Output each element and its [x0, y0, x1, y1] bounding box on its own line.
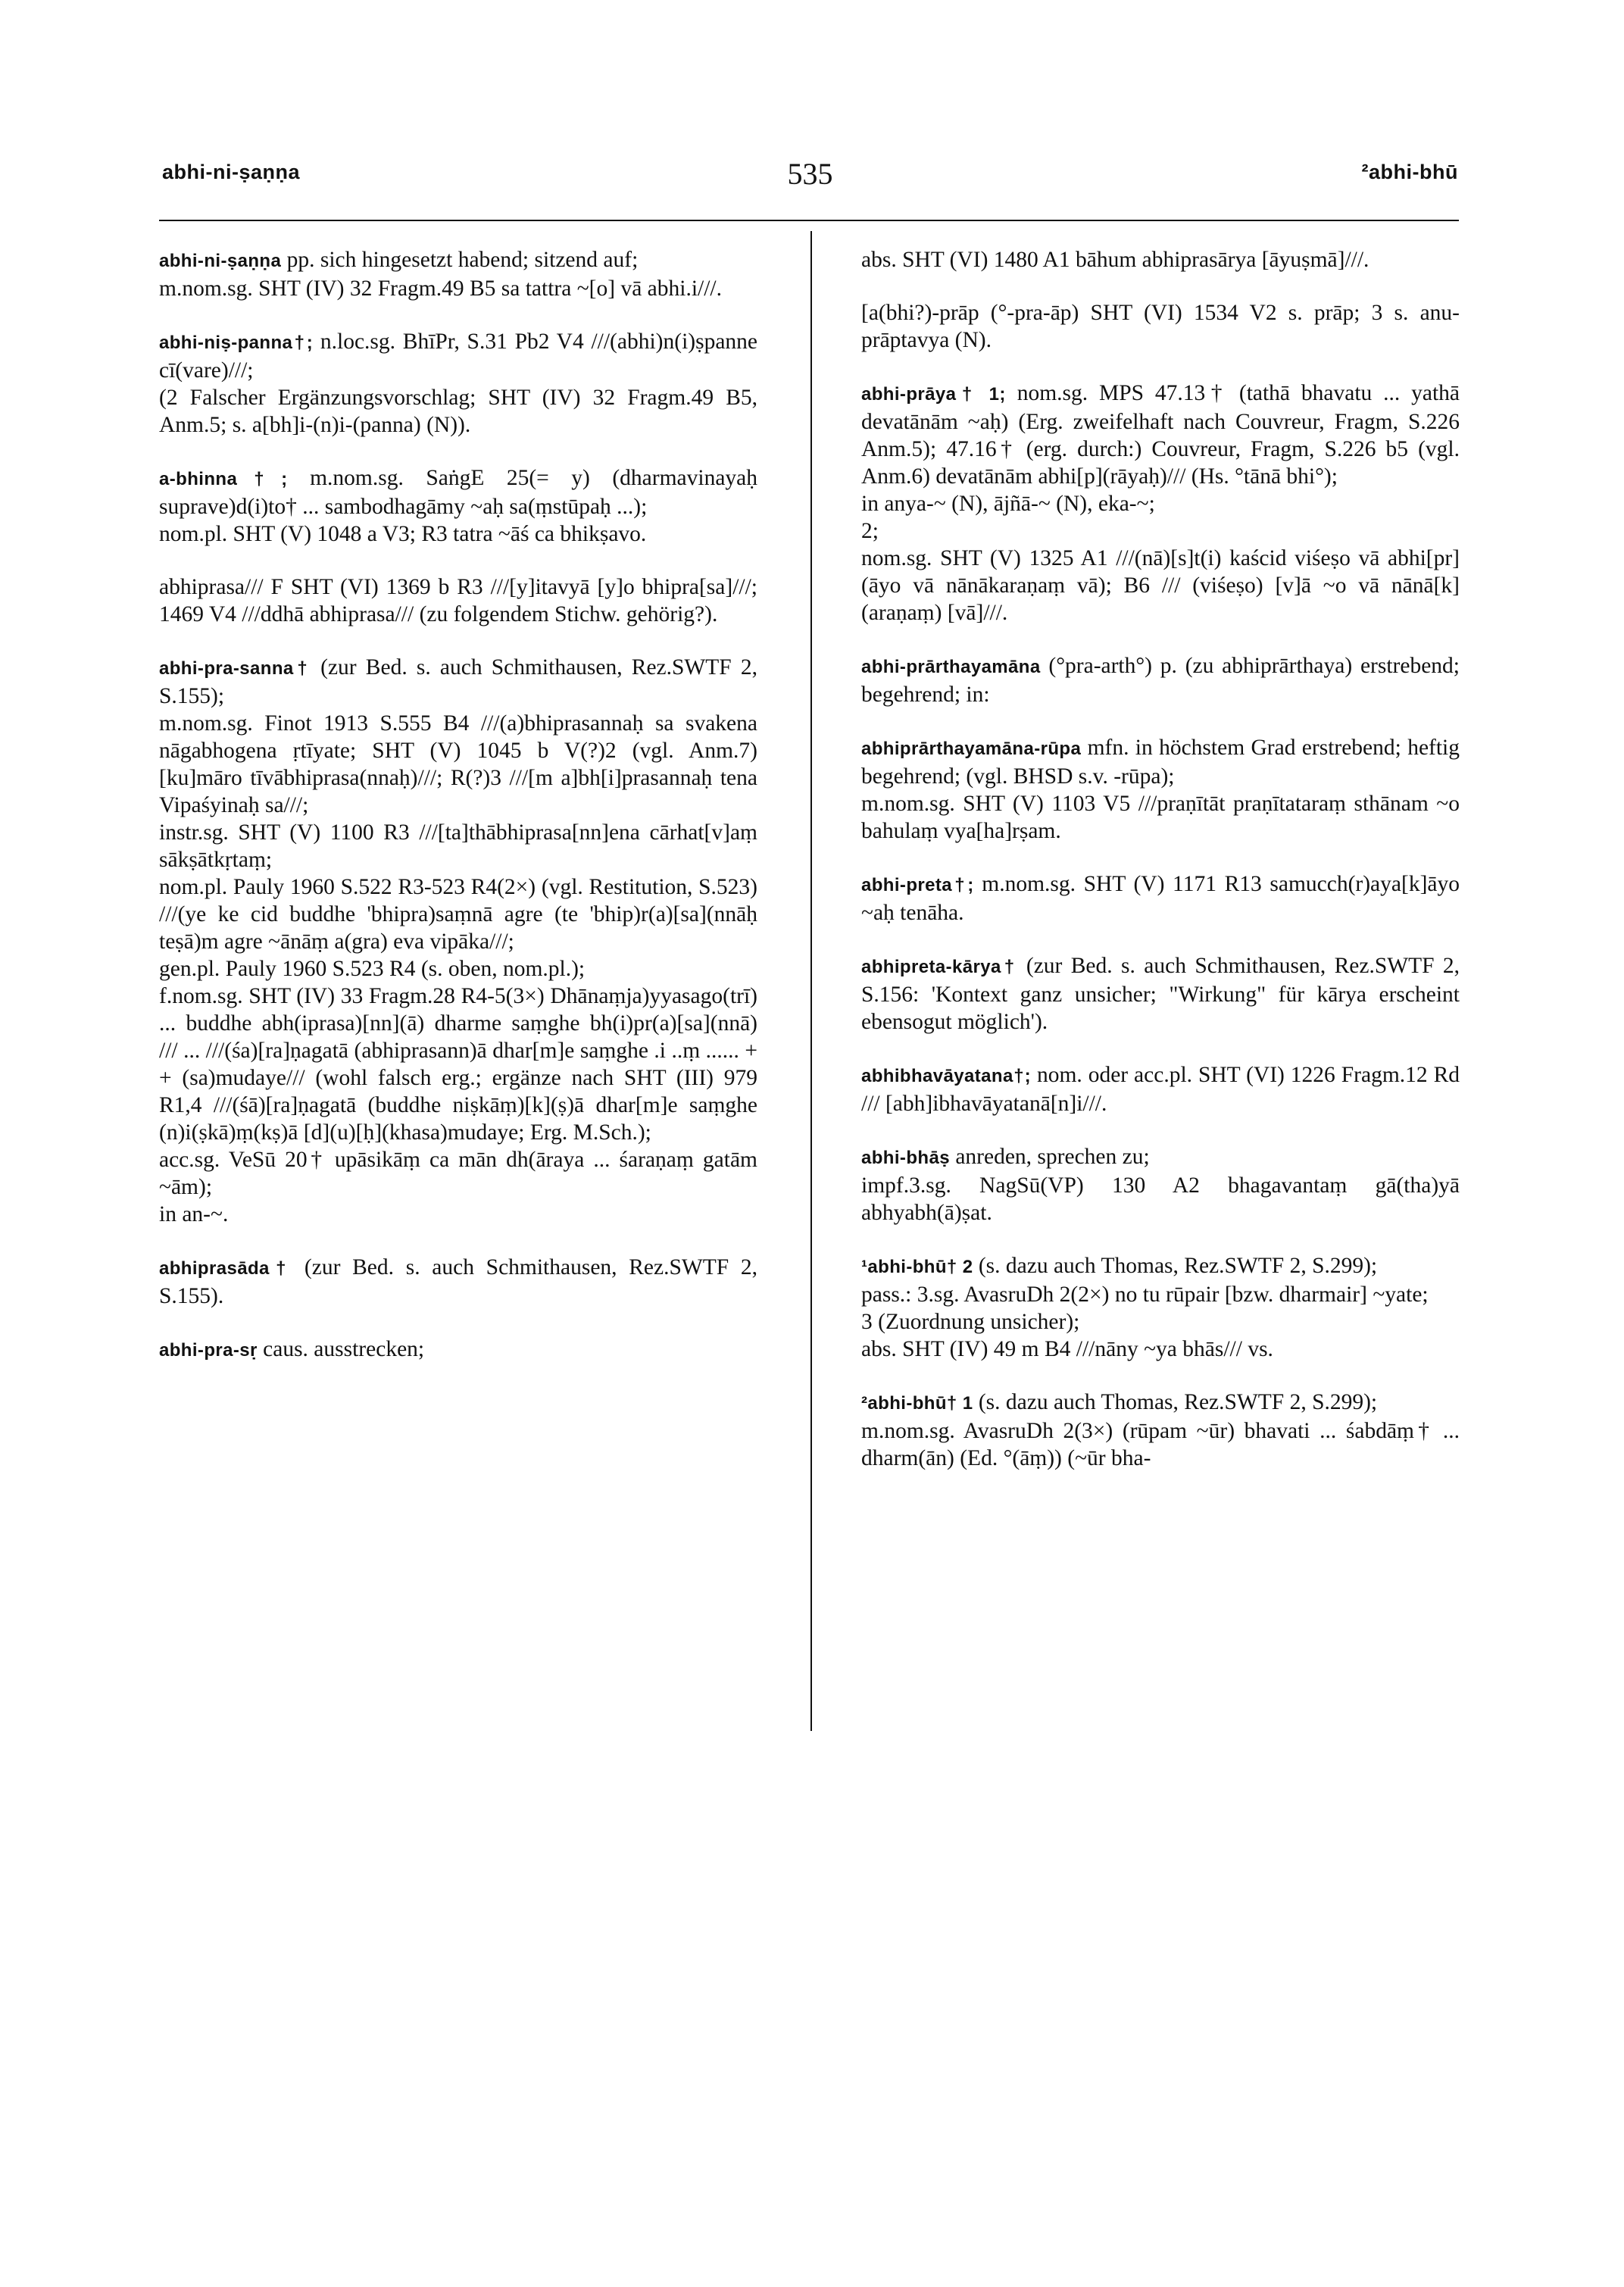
entry-text: instr.sg. SHT (V) 1100 R3 ///[ta]thābhiprasa[nn]ena cārhat[v]aṃ sākṣātkṛtaṃ;	[159, 820, 757, 872]
dictionary-entry	[159, 246, 757, 302]
entry-line	[159, 1254, 757, 1310]
entry-text: in anya-~ (N), ājñā-~ (N), eka-~;	[861, 492, 1155, 516]
headword: abhi-pra-sanna†	[159, 658, 311, 679]
entry-text: (s. dazu auch Thomas, Rez.SWTF 2, S.299);	[978, 1390, 1378, 1414]
entry-text: abs. SHT (VI) 1480 A1 bāhum abhiprasārya [āyuṣmā]///.	[861, 248, 1369, 272]
dictionary-entry	[861, 652, 1460, 708]
entry-line	[861, 870, 1460, 926]
entry-text: nom.pl. SHT (V) 1048 a V3; R3 tatra ~āś ca bhikṣavo.	[159, 522, 647, 546]
entry-text: (°pra-arth°) p. (zu abhiprārthaya) erstrebend; begehrend; in:	[861, 654, 1460, 707]
entry-line	[159, 1336, 757, 1364]
entry-line	[159, 275, 757, 302]
headword: abhiprasāda†	[159, 1258, 293, 1279]
entry-line	[159, 1146, 757, 1201]
entry-text: m.nom.sg. Finot 1913 S.555 B4 ///(a)bhiprasannaḥ sa svakena nāgabhogena ṛtīyate; SHT (V) 1045 b V(?)2 (vgl. Anm.7) [ku]māro tīvābhiprasa(nnaḥ)///; R(?)3 ///[m a]bh[i]prasannaḥ tena Vipaśyinaḥ sa///;	[159, 711, 757, 817]
entry-line	[861, 1061, 1460, 1117]
entry-line	[861, 545, 1460, 626]
entry-line	[861, 952, 1460, 1036]
entry-line	[159, 654, 757, 710]
dictionary-entry	[861, 1252, 1460, 1363]
entry-line	[159, 710, 757, 819]
dictionary-entry	[159, 573, 757, 628]
entry-line	[861, 734, 1460, 790]
entry-line	[159, 573, 757, 628]
column-divider	[810, 231, 812, 1731]
headword: abhi-prāya† 1;	[861, 384, 1006, 405]
headword: abhiprārthayamāna-rūpa	[861, 739, 1082, 759]
entry-text: abhiprasa/// F SHT (VI) 1369 b R3 ///[y]itavyā [y]o bhipra[sa]///; 1469 V4 ///ddhā abhiprasa/// (zu folgendem Stichw. gehörig?).	[159, 575, 757, 626]
entry-text: gen.pl. Pauly 1960 S.523 R4 (s. oben, nom.pl.);	[159, 957, 586, 981]
headword: ¹abhi-bhū† 2	[861, 1257, 973, 1277]
entry-line	[159, 328, 757, 384]
entry-line	[861, 1389, 1460, 1417]
dictionary-entry	[159, 464, 757, 548]
headword: abhi-pra-sṛ	[159, 1340, 258, 1361]
entry-text: m.nom.sg. AvasruDh 2(3×) (rūpam ~ūr) bhavati ... śabdāṃ† ... dharm(ān) (Ed. °(āṃ)) (~ūr bha-	[861, 1419, 1460, 1470]
entry-text: nom.sg. SHT (V) 1325 A1 ///(nā)[s]t(i) kaścid viśeṣo vā abhi[pr](āyo vā nānākaraṇaṃ vā); B6 /// (viśeṣo) [v]ā ~o vā nānā[k](araṇaṃ) [vā]///.	[861, 546, 1460, 625]
entry-line	[861, 1252, 1460, 1281]
entry-line	[861, 1336, 1460, 1363]
entry-line	[861, 490, 1460, 517]
dictionary-entry	[861, 1389, 1460, 1472]
right-column	[861, 246, 1460, 1498]
headword: ²abhi-bhū† 1	[861, 1393, 973, 1414]
entry-text: (2 Falscher Ergänzungsvorschlag; SHT (IV) 32 Fragm.49 B5, Anm.5; s. a[bh]i-(n)i-(panna) (N)).	[159, 386, 757, 437]
entry-text: impf.3.sg. NagSū(VP) 130 A2 bhagavantaṃ gā(tha)yā abhyabh(ā)ṣat.	[861, 1173, 1460, 1225]
entry-text: (zur Bed. s. auch Schmithausen, Rez.SWTF 2, S.156: 'Kontext ganz unsicher; "Wirkung" für kārya erscheint ebensogut möglich').	[861, 954, 1460, 1034]
entry-text: m.nom.sg. SHT (V) 1103 V5 ///praṇītāt praṇītataraṃ sthānam ~o bahulaṃ vya[ha]rṣam.	[861, 792, 1460, 843]
entry-text: (zur Bed. s. auch Schmithausen, Rez.SWTF 2, S.155);	[159, 655, 757, 708]
entry-line	[159, 955, 757, 983]
entry-text: mfn. in höchstem Grad erstrebend; heftig begehrend; (vgl. BHSD s.v. -rūpa);	[861, 736, 1460, 789]
entry-line	[159, 819, 757, 873]
entry-text: (s. dazu auch Thomas, Rez.SWTF 2, S.299);	[978, 1254, 1378, 1278]
entry-text: caus. ausstrecken;	[263, 1337, 425, 1361]
entry-line	[861, 299, 1460, 354]
left-column	[159, 246, 757, 1390]
entry-text: nom.sg. MPS 47.13† (tathā bhavatu ... yathā devatānām ~aḥ) (Erg. zweifelhaft nach Couvreur, Fragm, S.226 Anm.5); 47.16† (erg. durch:) Couvreur, Fragm, S.226 b5 (vgl. Anm.6) devatānām abhi[p](rāyaḥ)/// (Hs. °tānā bhi°);	[861, 381, 1460, 489]
entry-line	[159, 520, 757, 548]
headword: abhi-preta†;	[861, 875, 974, 895]
running-header	[162, 157, 1458, 198]
dictionary-entry	[861, 734, 1460, 845]
entry-text: m.nom.sg. SaṅgE 25(= y) (dharmavinayaḥ suprave)d(i)to† ... sambodhagāmy ~aḥ sa(ṃstūpaḥ ...);	[159, 466, 758, 519]
dictionary-entry	[861, 870, 1460, 926]
entry-line	[861, 246, 1460, 273]
entry-line	[861, 1281, 1460, 1308]
entry-text: abs. SHT (IV) 49 m B4 ///nāny ~ya bhās/// vs.	[861, 1337, 1273, 1361]
headword: abhibhavāyatana†;	[861, 1066, 1032, 1086]
entry-text: nom.pl. Pauly 1960 S.522 R3-523 R4(2×) (vgl. Restitution, S.523) ///(ye ke cid buddhe 'bhipra)saṃnā agre (te 'bhip)r(a)[sa](nnāḥ teṣā)m agre ~ānāṃ a(gra) eva vipāka///;	[159, 875, 757, 954]
dictionary-entry	[861, 1143, 1460, 1226]
dictionary-entry	[159, 654, 757, 1228]
entry-line	[861, 380, 1460, 490]
dictionary-entry	[159, 1254, 757, 1310]
headword: abhi-bhāṣ	[861, 1148, 950, 1168]
dictionary-entry	[861, 952, 1460, 1036]
entry-text: anreden, sprechen zu;	[955, 1145, 1150, 1169]
dictionary-entry	[159, 1336, 757, 1364]
entry-line	[159, 464, 757, 520]
entry-line	[861, 1308, 1460, 1336]
entry-text: pp. sich hingesetzt habend; sitzend auf;	[286, 248, 639, 272]
entry-line	[861, 1143, 1460, 1172]
entry-text: nom. oder acc.pl. SHT (VI) 1226 Fragm.12 Rd /// [abh]ibhavāyatanā[n]i///.	[861, 1063, 1460, 1116]
entry-line	[159, 1201, 757, 1228]
entry-line	[159, 983, 757, 1146]
entry-line	[159, 384, 757, 439]
entry-text: 2;	[861, 519, 879, 543]
entry-line	[861, 1417, 1460, 1472]
entry-text: m.nom.sg. SHT (IV) 32 Fragm.49 B5 sa tattra ~[o] vā abhi.i///.	[159, 277, 722, 301]
dictionary-entry	[861, 380, 1460, 626]
entry-line	[861, 790, 1460, 845]
entry-line	[861, 652, 1460, 708]
entry-text: [a(bhi?)-prāp (°-pra-āp) SHT (VI) 1534 V2 s. prāp; 3 s. anu-prāptavya (N).	[861, 301, 1460, 352]
entry-text: m.nom.sg. SHT (V) 1171 R13 samucch(r)aya[k]āyo ~aḥ tenāha.	[861, 872, 1460, 925]
headword: abhipreta-kārya†	[861, 957, 1018, 977]
headword: abhi-ni-ṣaṇṇa	[159, 251, 282, 271]
entry-line	[861, 1172, 1460, 1226]
entry-text: pass.: 3.sg. AvasruDh 2(2×) no tu rūpair [bzw. dharmair] ~yate;	[861, 1283, 1429, 1307]
header-left-word: abhi-ni-ṣaṇṇa	[162, 161, 301, 183]
entry-line	[159, 873, 757, 955]
entry-text: (zur Bed. s. auch Schmithausen, Rez.SWTF 2, S.155).	[159, 1255, 757, 1308]
dictionary-entry	[861, 1061, 1460, 1117]
dictionary-entry	[159, 328, 757, 439]
entry-line	[861, 517, 1460, 545]
entry-text: acc.sg. VeSū 20† upāsikāṃ ca mān dh(āraya ... śaraṇaṃ gatām ~ām);	[159, 1148, 757, 1199]
headword: abhi-niṣ-panna†;	[159, 333, 314, 353]
dictionary-entry	[861, 299, 1460, 354]
entry-line	[159, 246, 757, 275]
headword: abhi-prārthayamāna	[861, 657, 1041, 677]
page-number: 535	[787, 157, 833, 191]
entry-text: 3 (Zuordnung unsicher);	[861, 1310, 1080, 1334]
dictionary-entry	[861, 246, 1460, 273]
entry-text: f.nom.sg. SHT (IV) 33 Fragm.28 R4-5(3×) Dhānaṃja)yyasago(trī) ... buddhe abh(iprasa)[nn](ā) dharme saṃghe bh(i)pr(a)[sa](nnā) /// ... ///(śa)[ra]ṇagatā (abhiprasann)ā dhar[m]e saṃghe .i ..ṃ ...... + + (sa)mudaye/// (wohl falsch erg.; ergänze nach SHT (III) 979 R1,4 ///(śā)[ra]ṇagatā (buddhe niṣkāṃ)[k](ṣ)ā dhar[m]e saṃghe (n)i(ṣkā)ṃ(kṣ)ā [d](u)[ḥ](khasa)mudaye; Erg. M.Sch.);	[159, 984, 757, 1145]
entry-text: n.loc.sg. BhīPr, S.31 Pb2 V4 ///(abhi)n(i)ṣpanne cī(vare)///;	[159, 330, 758, 383]
header-right-word: ²abhi-bhū	[1361, 161, 1458, 183]
header-rule	[159, 220, 1459, 221]
entry-text: in an-~.	[159, 1202, 229, 1226]
headword: a-bhinna†;	[159, 469, 288, 489]
